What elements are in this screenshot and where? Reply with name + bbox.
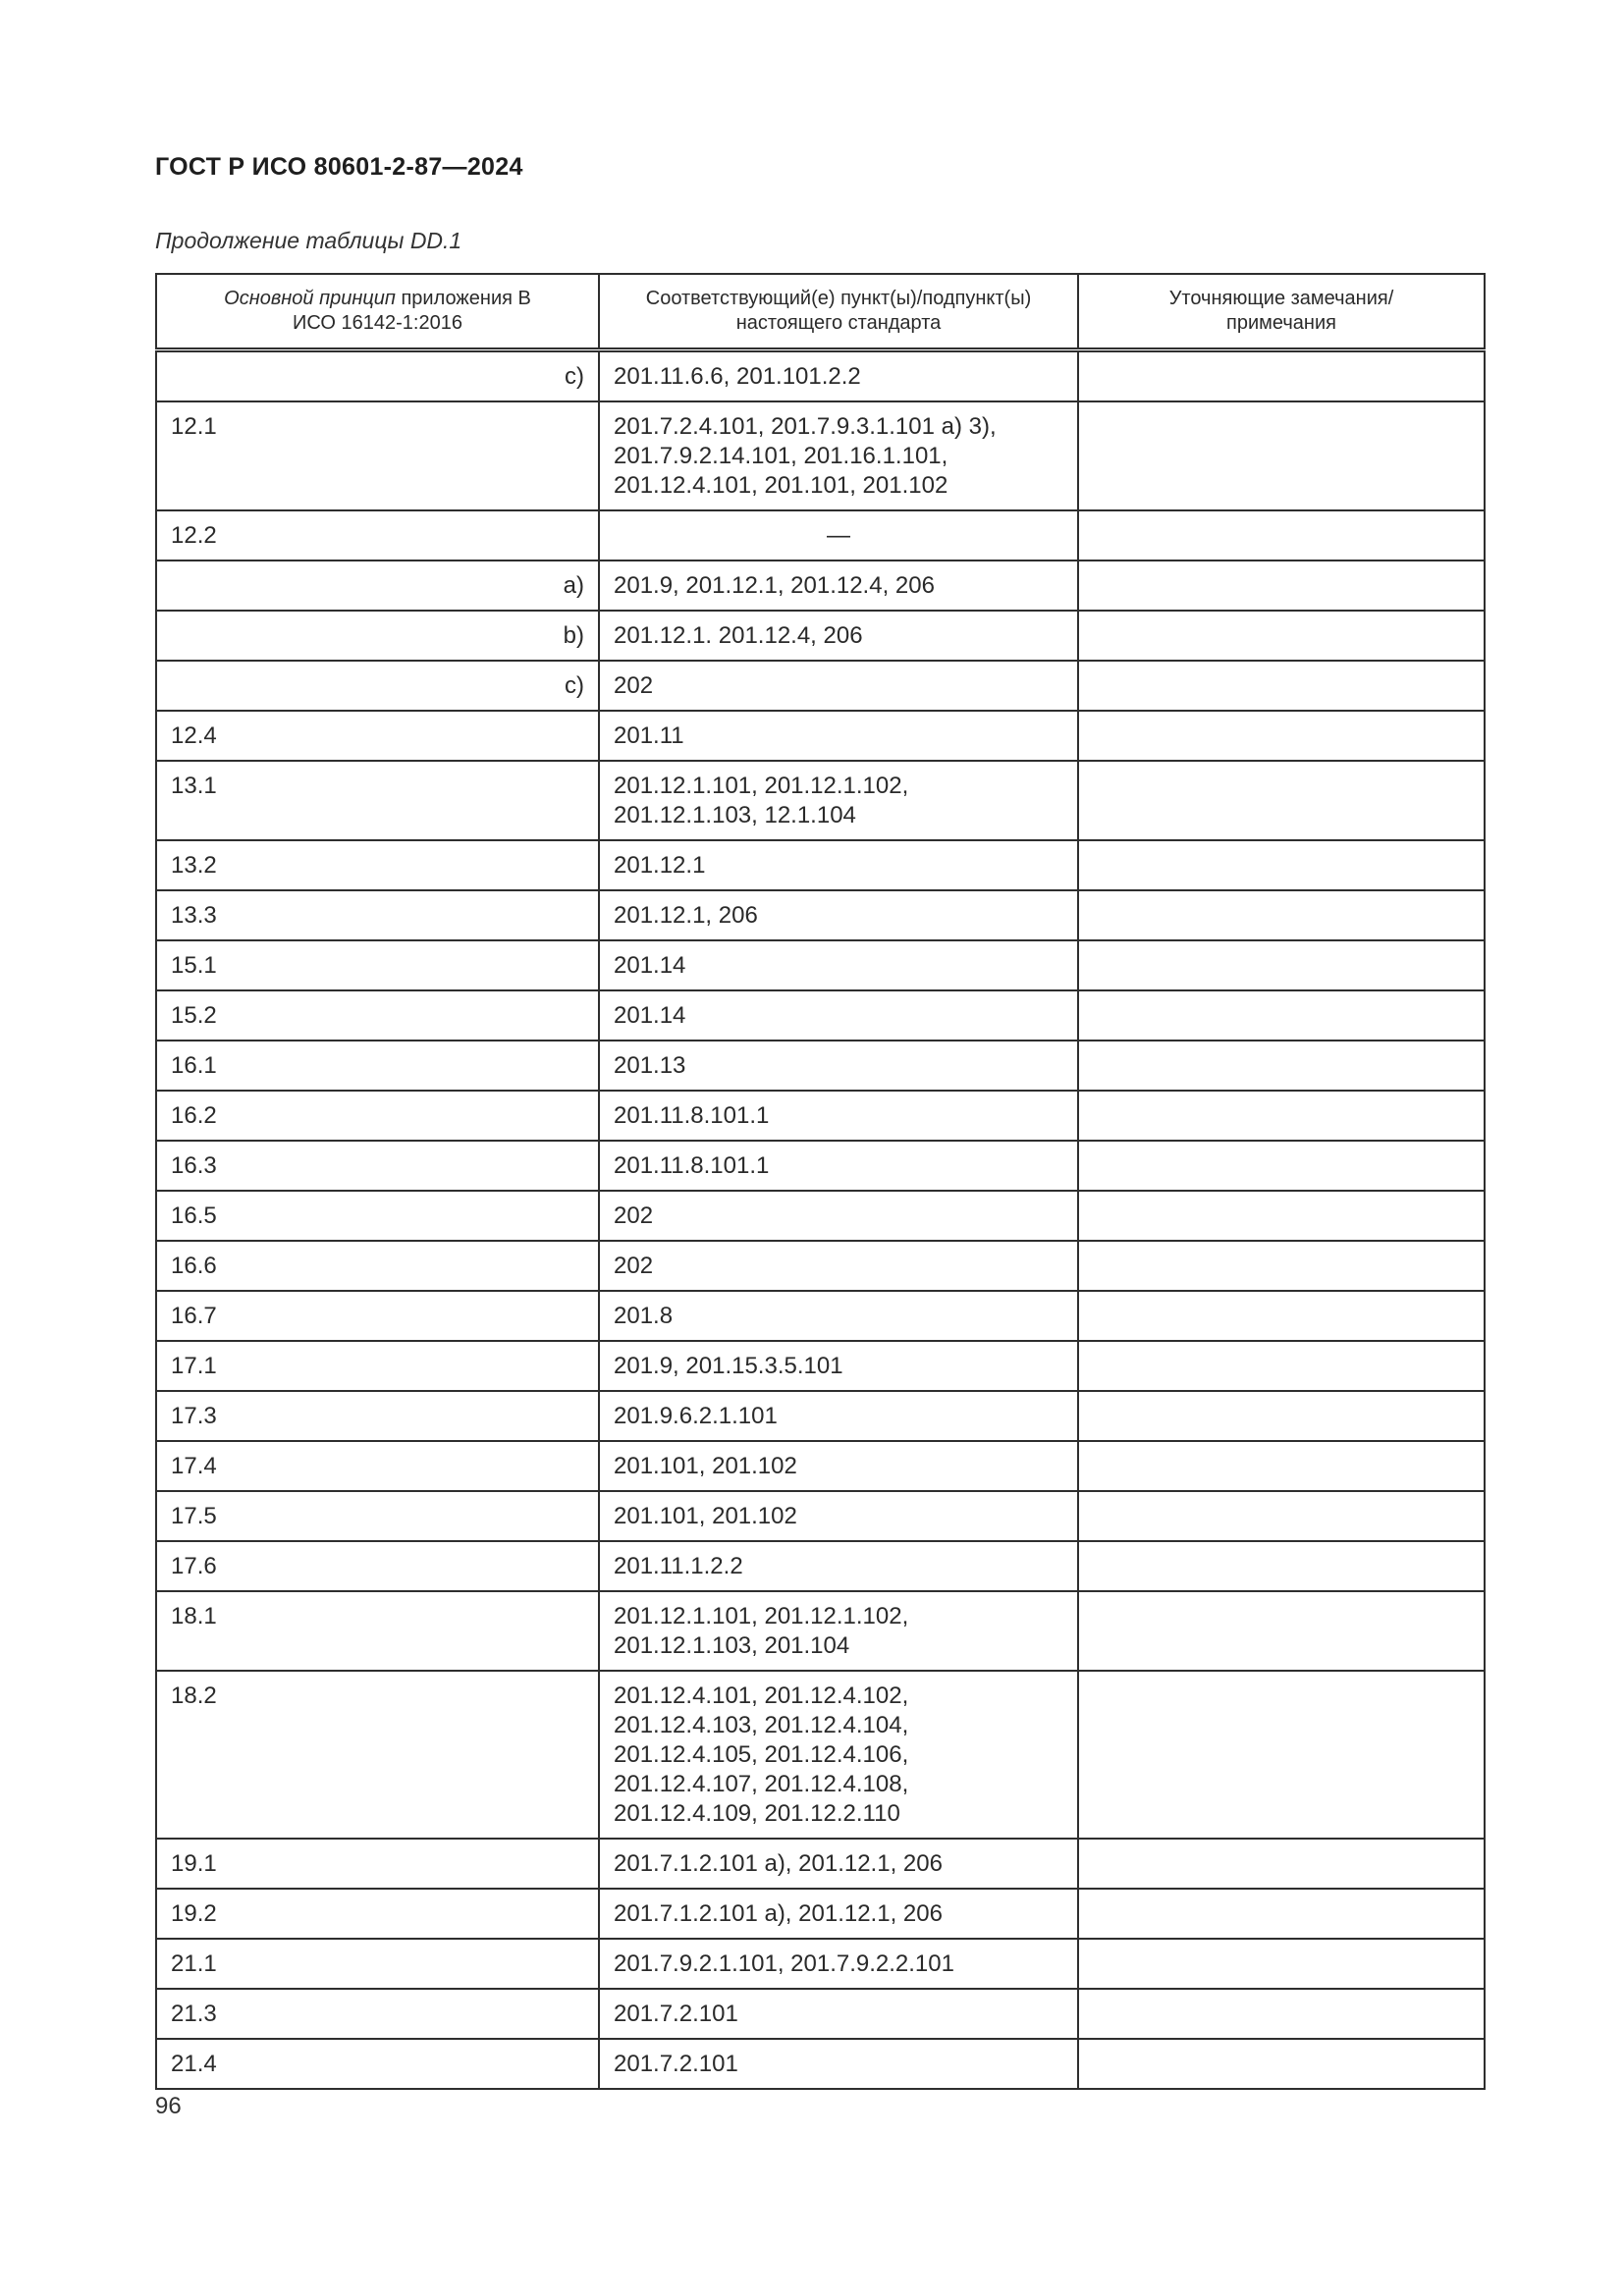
clause-line: 201.7.2.101 bbox=[614, 2001, 738, 2027]
principle-cell: 15.2 bbox=[156, 990, 599, 1041]
clause-line: 201.12.4.107, 201.12.4.108, bbox=[614, 1771, 909, 1797]
table-row bbox=[156, 990, 1485, 1041]
table-row bbox=[156, 611, 1485, 661]
clause-line: 201.12.1. 201.12.4, 206 bbox=[614, 622, 863, 649]
clauses-cell bbox=[599, 1141, 1078, 1191]
notes-cell bbox=[1078, 1541, 1485, 1591]
clause-line: 201.12.4.103, 201.12.4.104, bbox=[614, 1712, 909, 1738]
clauses-cell bbox=[599, 1889, 1078, 1939]
principle-cell: 16.6 bbox=[156, 1241, 599, 1291]
notes-cell bbox=[1078, 1889, 1485, 1939]
clauses-cell bbox=[599, 1491, 1078, 1541]
clause-line: 201.12.4.101, 201.12.4.102, bbox=[614, 1682, 909, 1709]
principle-cell: 15.1 bbox=[156, 940, 599, 990]
principle-cell: 17.3 bbox=[156, 1391, 599, 1441]
notes-cell bbox=[1078, 761, 1485, 840]
clauses-cell bbox=[599, 1091, 1078, 1141]
table-row bbox=[156, 1939, 1485, 1989]
page-number: 96 bbox=[155, 2093, 182, 2119]
principle-cell: 16.1 bbox=[156, 1041, 599, 1091]
clause-line: — bbox=[827, 522, 850, 549]
notes-cell bbox=[1078, 2039, 1485, 2089]
clause-line: 201.12.1 bbox=[614, 852, 706, 879]
table-row bbox=[156, 1541, 1485, 1591]
table-row bbox=[156, 761, 1485, 840]
principle-cell: 17.5 bbox=[156, 1491, 599, 1541]
header-notes bbox=[1078, 274, 1485, 350]
table-row bbox=[156, 2039, 1485, 2089]
principle-cell: 21.3 bbox=[156, 1989, 599, 2039]
clause-line: 201.7.2.101 bbox=[614, 2051, 738, 2077]
table-row bbox=[156, 401, 1485, 510]
notes-cell bbox=[1078, 1939, 1485, 1989]
principle-cell: 18.1 bbox=[156, 1591, 599, 1671]
notes-cell bbox=[1078, 1141, 1485, 1191]
clause-line: 201.14 bbox=[614, 952, 686, 979]
header-principle-rest: приложения В bbox=[395, 288, 531, 309]
principle-cell: 17.1 bbox=[156, 1341, 599, 1391]
notes-cell bbox=[1078, 1341, 1485, 1391]
principle-cell: c) bbox=[156, 661, 599, 711]
table-row bbox=[156, 1441, 1485, 1491]
notes-cell bbox=[1078, 1491, 1485, 1541]
notes-cell bbox=[1078, 1591, 1485, 1671]
clauses-cell bbox=[599, 1989, 1078, 2039]
clause-line: 201.11 bbox=[614, 722, 684, 749]
principle-cell: 16.5 bbox=[156, 1191, 599, 1241]
clause-line: 201.7.9.2.1.101, 201.7.9.2.2.101 bbox=[614, 1950, 954, 1977]
clause-line: 201.7.1.2.101 a), 201.12.1, 206 bbox=[614, 1900, 943, 1927]
notes-cell bbox=[1078, 1191, 1485, 1241]
clause-line: 201.12.1.103, 12.1.104 bbox=[614, 802, 856, 828]
notes-cell bbox=[1078, 661, 1485, 711]
principle-cell: 12.1 bbox=[156, 401, 599, 510]
clause-line: 201.12.1.101, 201.12.1.102, bbox=[614, 1603, 909, 1629]
clause-line: 201.12.1.103, 201.104 bbox=[614, 1632, 850, 1659]
table-row bbox=[156, 350, 1485, 402]
header-notes-line1: Уточняющие замечания/ bbox=[1168, 288, 1394, 309]
notes-cell bbox=[1078, 711, 1485, 761]
notes-cell bbox=[1078, 990, 1485, 1041]
clauses-cell bbox=[599, 611, 1078, 661]
notes-cell bbox=[1078, 401, 1485, 510]
notes-cell bbox=[1078, 1291, 1485, 1341]
notes-cell bbox=[1078, 840, 1485, 890]
principle-cell: c) bbox=[156, 350, 599, 402]
principle-cell: 19.2 bbox=[156, 1889, 599, 1939]
principle-cell: b) bbox=[156, 611, 599, 661]
clause-line: 201.13 bbox=[614, 1052, 686, 1079]
clause-line: 201.101, 201.102 bbox=[614, 1503, 797, 1529]
principle-cell: 21.4 bbox=[156, 2039, 599, 2089]
table-row bbox=[156, 1241, 1485, 1291]
clauses-cell bbox=[599, 1241, 1078, 1291]
notes-cell bbox=[1078, 1041, 1485, 1091]
clause-line: 201.11.8.101.1 bbox=[614, 1102, 770, 1129]
table-row bbox=[156, 1671, 1485, 1839]
table-row bbox=[156, 1091, 1485, 1141]
table-row bbox=[156, 1839, 1485, 1889]
notes-cell bbox=[1078, 1441, 1485, 1491]
clauses-cell bbox=[599, 1591, 1078, 1671]
table-body bbox=[156, 350, 1485, 2090]
principle-cell: 13.2 bbox=[156, 840, 599, 890]
notes-cell bbox=[1078, 350, 1485, 402]
clauses-cell bbox=[599, 1671, 1078, 1839]
table-row bbox=[156, 1191, 1485, 1241]
table-row bbox=[156, 940, 1485, 990]
clauses-cell bbox=[599, 1441, 1078, 1491]
header-principle-line2: ИСО 16142-1:2016 bbox=[293, 312, 462, 334]
clause-line: 202 bbox=[614, 1253, 654, 1279]
clauses-cell bbox=[599, 2039, 1078, 2089]
table-row bbox=[156, 840, 1485, 890]
principle-cell: 16.7 bbox=[156, 1291, 599, 1341]
table-row bbox=[156, 1141, 1485, 1191]
principle-cell: 17.6 bbox=[156, 1541, 599, 1591]
table-row bbox=[156, 510, 1485, 561]
clause-line: 202 bbox=[614, 1202, 654, 1229]
notes-cell bbox=[1078, 890, 1485, 940]
table-row bbox=[156, 711, 1485, 761]
clauses-cell bbox=[599, 1839, 1078, 1889]
principle-cell: 18.2 bbox=[156, 1671, 599, 1839]
header-principle-italic: Основной принцип bbox=[224, 288, 396, 309]
notes-cell bbox=[1078, 1241, 1485, 1291]
clause-line: 201.101, 201.102 bbox=[614, 1453, 797, 1479]
table-row bbox=[156, 1341, 1485, 1391]
header-clauses-line1: Соответствующий(е) пункт(ы)/подпункт(ы) bbox=[645, 288, 1032, 309]
clauses-cell bbox=[599, 890, 1078, 940]
header-notes-line2: примечания bbox=[1226, 312, 1336, 334]
table-row bbox=[156, 1041, 1485, 1091]
clauses-cell bbox=[599, 711, 1078, 761]
clauses-cell bbox=[599, 1541, 1078, 1591]
clauses-cell bbox=[599, 350, 1078, 402]
principle-cell: 13.3 bbox=[156, 890, 599, 940]
notes-cell bbox=[1078, 611, 1485, 661]
notes-cell bbox=[1078, 510, 1485, 561]
clauses-cell bbox=[599, 761, 1078, 840]
header-principle bbox=[156, 274, 599, 350]
principle-cell: 12.4 bbox=[156, 711, 599, 761]
table-header-row bbox=[156, 274, 1485, 350]
clauses-cell bbox=[599, 840, 1078, 890]
table-row bbox=[156, 1889, 1485, 1939]
principle-cell: a) bbox=[156, 561, 599, 611]
notes-cell bbox=[1078, 1671, 1485, 1839]
principle-cell: 13.1 bbox=[156, 761, 599, 840]
principle-cell: 12.2 bbox=[156, 510, 599, 561]
clauses-cell bbox=[599, 510, 1078, 561]
clause-line: 201.12.1, 206 bbox=[614, 902, 758, 929]
clauses-cell bbox=[599, 1391, 1078, 1441]
clause-line: 201.9, 201.15.3.5.101 bbox=[614, 1353, 843, 1379]
table-caption: Продолжение таблицы DD.1 bbox=[155, 228, 462, 253]
clauses-cell bbox=[599, 401, 1078, 510]
clauses-cell bbox=[599, 940, 1078, 990]
clause-line: 201.12.4.101, 201.101, 201.102 bbox=[614, 472, 948, 499]
notes-cell bbox=[1078, 561, 1485, 611]
clause-line: 201.9, 201.12.1, 201.12.4, 206 bbox=[614, 572, 935, 599]
clauses-cell bbox=[599, 1041, 1078, 1091]
document-title: ГОСТ Р ИСО 80601-2-87—2024 bbox=[155, 153, 523, 181]
clause-line: 202 bbox=[614, 672, 654, 699]
clause-line: 201.14 bbox=[614, 1002, 686, 1029]
clauses-cell bbox=[599, 1291, 1078, 1341]
table-row bbox=[156, 1491, 1485, 1541]
table-row bbox=[156, 661, 1485, 711]
clauses-cell bbox=[599, 1341, 1078, 1391]
principle-cell: 21.1 bbox=[156, 1939, 599, 1989]
principle-cell: 16.3 bbox=[156, 1141, 599, 1191]
clauses-cell bbox=[599, 1939, 1078, 1989]
header-clauses-line2: настоящего стандарта bbox=[735, 312, 942, 334]
table-row bbox=[156, 1391, 1485, 1441]
notes-cell bbox=[1078, 1989, 1485, 2039]
clauses-cell bbox=[599, 561, 1078, 611]
clause-line: 201.12.4.109, 201.12.2.110 bbox=[614, 1800, 900, 1827]
clause-line: 201.9.6.2.1.101 bbox=[614, 1403, 778, 1429]
clauses-cell bbox=[599, 990, 1078, 1041]
notes-cell bbox=[1078, 1091, 1485, 1141]
notes-cell bbox=[1078, 1391, 1485, 1441]
clause-line: 201.11.1.2.2 bbox=[614, 1553, 743, 1579]
clause-line: 201.7.9.2.14.101, 201.16.1.101, bbox=[614, 443, 948, 469]
principle-cell: 17.4 bbox=[156, 1441, 599, 1491]
table-row bbox=[156, 561, 1485, 611]
clause-line: 201.7.2.4.101, 201.7.9.3.1.101 a) 3), bbox=[614, 413, 997, 440]
table-row bbox=[156, 1291, 1485, 1341]
clause-line: 201.12.4.105, 201.12.4.106, bbox=[614, 1741, 909, 1768]
correspondence-table bbox=[155, 273, 1486, 2090]
clauses-cell bbox=[599, 1191, 1078, 1241]
clause-line: 201.7.1.2.101 a), 201.12.1, 206 bbox=[614, 1850, 943, 1877]
table-row bbox=[156, 1989, 1485, 2039]
table-row bbox=[156, 890, 1485, 940]
clause-line: 201.12.1.101, 201.12.1.102, bbox=[614, 773, 909, 799]
principle-cell: 19.1 bbox=[156, 1839, 599, 1889]
clause-line: 201.11.8.101.1 bbox=[614, 1152, 770, 1179]
notes-cell bbox=[1078, 940, 1485, 990]
clause-line: 201.8 bbox=[614, 1303, 674, 1329]
header-clauses bbox=[599, 274, 1078, 350]
clauses-cell bbox=[599, 661, 1078, 711]
table-row bbox=[156, 1591, 1485, 1671]
principle-cell: 16.2 bbox=[156, 1091, 599, 1141]
notes-cell bbox=[1078, 1839, 1485, 1889]
clause-line: 201.11.6.6, 201.101.2.2 bbox=[614, 363, 861, 390]
